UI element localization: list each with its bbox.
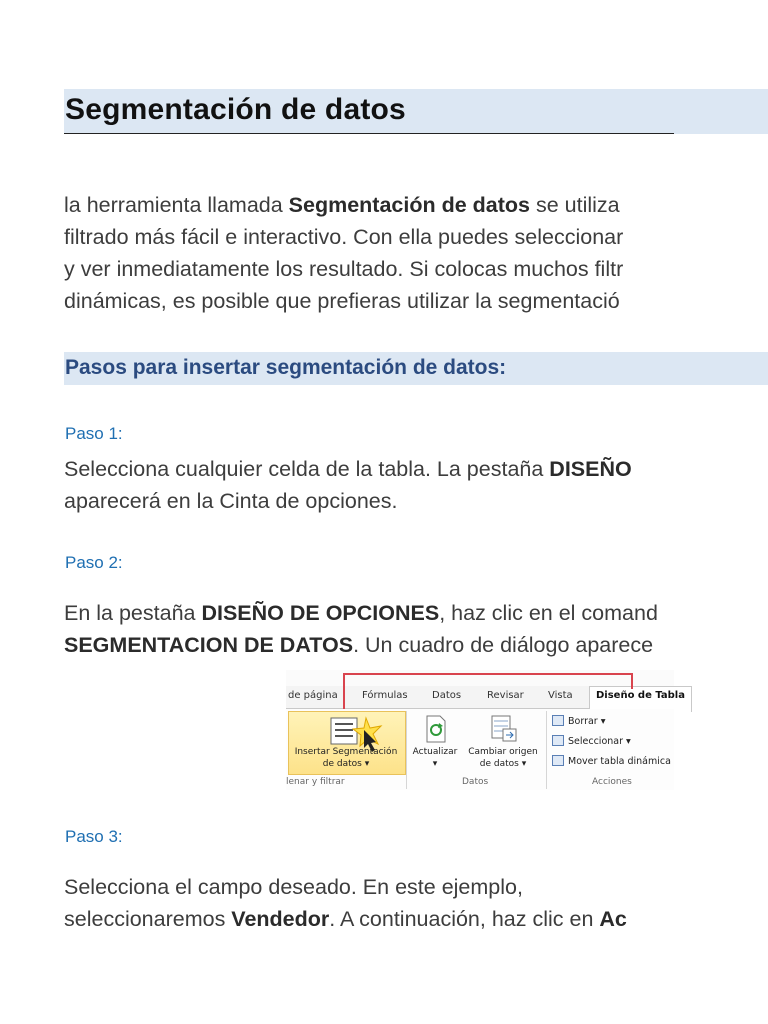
select-button[interactable] [552, 735, 631, 747]
select-icon [552, 735, 564, 746]
move-pivot-button[interactable] [552, 755, 671, 767]
ribbon-tab[interactable]: de página [288, 690, 338, 701]
step-1-line-2: aparecerá en la Cinta de opciones. [64, 489, 398, 513]
ribbon-body [286, 709, 674, 790]
ribbon-tab-active[interactable]: Diseño de Tabla [589, 686, 692, 712]
change-source-label[interactable]: Cambiar origen [468, 747, 538, 757]
steps-heading: Pasos para insertar segmentación de datos: [65, 356, 507, 379]
step-3-text: . A continuación, haz clic en [329, 907, 600, 931]
change-source-label[interactable]: de datos ▾ [479, 759, 527, 769]
ribbon-tab[interactable]: Fórmulas [362, 690, 408, 701]
step-2-text: . Un cuadro de diálogo aparece [353, 633, 654, 657]
refresh-dropdown-arrow[interactable]: ▾ [432, 759, 438, 769]
intro-line-4: dinámicas, es posible que prefieras utilizar la segmentació [64, 289, 620, 313]
page-title: Segmentación de datos [65, 93, 406, 126]
step-2-text: , haz clic en el comand [439, 601, 658, 625]
intro-bold-term: Segmentación de datos [288, 193, 531, 217]
step-3-text: seleccionaremos [64, 907, 232, 931]
clear-button[interactable] [552, 715, 606, 727]
step-2-label: Paso 2: [65, 553, 123, 572]
step-3-line-2 [64, 903, 627, 935]
clear-label: Borrar ▾ [568, 716, 606, 727]
step-1-bold: DISEÑO [549, 457, 632, 481]
group-label-filter: lenar y filtrar [286, 777, 345, 787]
step-1-label: Paso 1: [65, 424, 123, 443]
title-underline [64, 133, 674, 134]
group-separator [406, 711, 407, 789]
group-label-data: Datos [462, 777, 489, 787]
intro-line-2: filtrado más fácil e interactivo. Con ella puedes seleccionar [64, 225, 624, 249]
step-2-bold: SEGMENTACION DE DATOS [64, 633, 354, 657]
move-pivot-icon [552, 755, 564, 766]
step-1-text: Selecciona cualquier celda de la tabla. La pestaña [64, 457, 550, 481]
step-3-line-1: Selecciona el campo deseado. En este ejemplo, [64, 875, 523, 899]
ribbon-screenshot [286, 670, 685, 790]
refresh-icon[interactable] [424, 715, 448, 743]
change-source-icon[interactable] [490, 715, 518, 743]
intro-text: la herramienta llamada [64, 193, 289, 217]
clear-icon [552, 715, 564, 726]
move-pivot-label: Mover tabla dinámica [568, 756, 671, 767]
intro-line-1 [64, 189, 620, 221]
highlight-frame [343, 673, 633, 689]
ribbon-tab[interactable]: Revisar [487, 690, 524, 701]
insert-slicer-label: Insertar Segmentación [294, 747, 398, 757]
step-2-bold: DISEÑO DE OPCIONES [201, 601, 440, 625]
group-separator [546, 711, 547, 789]
step-2-line-1 [64, 597, 658, 629]
step-3-label: Paso 3: [65, 827, 123, 846]
step-1-line-1 [64, 453, 632, 485]
refresh-button-label[interactable]: Actualizar [412, 747, 458, 757]
step-3-bold: Vendedor [231, 907, 330, 931]
step-2-text: En la pestaña [64, 601, 202, 625]
group-label-actions: Acciones [592, 777, 632, 787]
step-3-bold: Ac [599, 907, 627, 931]
select-label: Seleccionar ▾ [568, 736, 631, 747]
ribbon-tab[interactable]: Datos [432, 690, 462, 701]
ribbon-tab[interactable]: Vista [548, 690, 573, 701]
step-2-line-2 [64, 629, 653, 661]
intro-text: se utiliza [530, 193, 620, 217]
intro-line-3: y ver inmediatamente los resultado. Si colocas muchos filtr [64, 257, 624, 281]
insert-slicer-label: de datos ▾ [322, 759, 370, 769]
